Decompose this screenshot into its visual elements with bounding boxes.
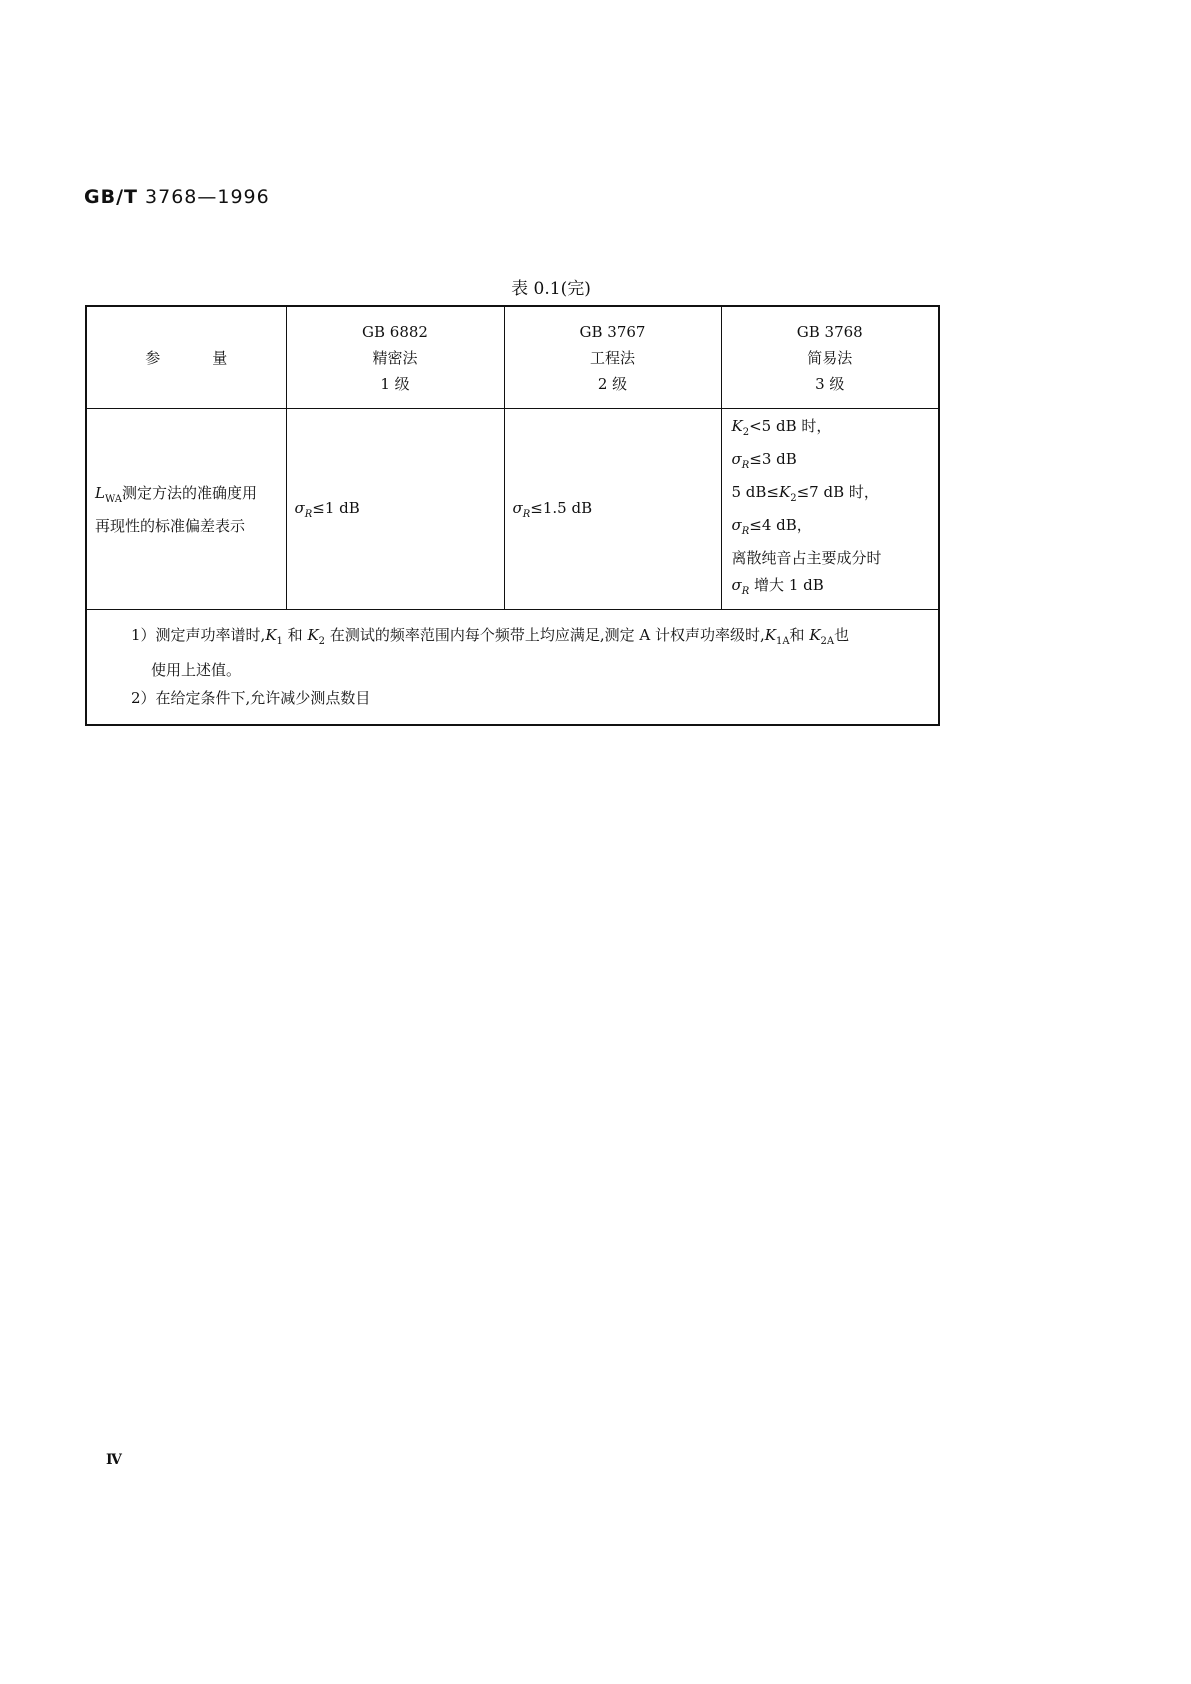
param-symbol: L (95, 483, 105, 502)
note-1: 1）测定声功率谱时$,K_1$ 和 $K_2$ 在测试的频率范围内每个频带上均应满足,测定 A 计权声功率级时$,K_{1A}$和 $K_{2A}$也 (131, 625, 850, 647)
col4-line4: ≤4 dB， (749, 516, 812, 534)
standard-prefix: GB/T (84, 186, 138, 208)
col4-grade: 3 级 (815, 374, 845, 393)
param-text-1: 测定方法的准确度用 (121, 483, 257, 502)
param-label-a: 参 (145, 348, 161, 367)
table-header-row (86, 306, 939, 409)
table-body-row (86, 409, 939, 610)
col4-line3a: 5 dB≤ (731, 483, 780, 501)
col4-line5: 离散纯音占主要成分时 (731, 549, 882, 567)
note-1-continued: 使用上述值。 (151, 660, 242, 679)
table-caption: 表 0.1(完) (511, 279, 591, 299)
header-cell-survey (721, 306, 939, 409)
col4-line3b: ≤7 dB 时， (796, 483, 879, 501)
col4-line2: ≤3 dB (749, 450, 797, 468)
param-label-b: 量 (212, 348, 228, 367)
col2-standard: GB 6882 (362, 322, 428, 341)
body-cell-engineering: $\sigma_R\le 1.5$ dB (504, 409, 721, 610)
table-notes-row (86, 610, 939, 726)
body-cell-parameter (86, 409, 286, 610)
col4-line1: <5 dB 时， (749, 417, 832, 435)
col4-method: 简易法 (807, 348, 853, 367)
col4-standard: GB 3768 (796, 322, 863, 341)
body-cell-survey: $K_2<5$ dB 时， $\sigma_R\le 3$ dB 5 $dB\le K_2\le 7$ dB 时， $\sigma_R\le 4$ dB， 离散纯音占主要成分时 $\sigma_R$ 增大 1 dB (721, 409, 939, 610)
col4-line6: 增大 1 dB (749, 576, 824, 594)
standard-number (84, 186, 270, 208)
col2-value: ≤1 dB (312, 498, 360, 517)
parameter-table (85, 305, 940, 726)
page-number: Ⅳ (106, 1452, 122, 1468)
col3-grade: 2 级 (597, 374, 628, 393)
header-cell-parameter (86, 306, 286, 409)
body-cell-precision: $\sigma_R\le 1$ dB (286, 409, 504, 610)
standard-code: 3768—1996 (145, 186, 270, 208)
note-2: 2）在给定条件下,允许减少测点数目 (131, 688, 371, 707)
col2-method: 精密法 (372, 348, 418, 367)
col3-value: ≤1.5 dB (530, 498, 593, 517)
param-symbol-sub: WA (104, 493, 122, 505)
col3-method: 工程法 (589, 348, 635, 367)
col2-grade: 1 级 (380, 374, 410, 393)
header-cell-engineering (504, 306, 721, 409)
header-cell-precision (286, 306, 504, 409)
notes-cell (86, 610, 939, 726)
param-text-2: 再现性的标准偏差表示 (95, 516, 246, 535)
col3-standard: GB 3767 (579, 322, 646, 341)
